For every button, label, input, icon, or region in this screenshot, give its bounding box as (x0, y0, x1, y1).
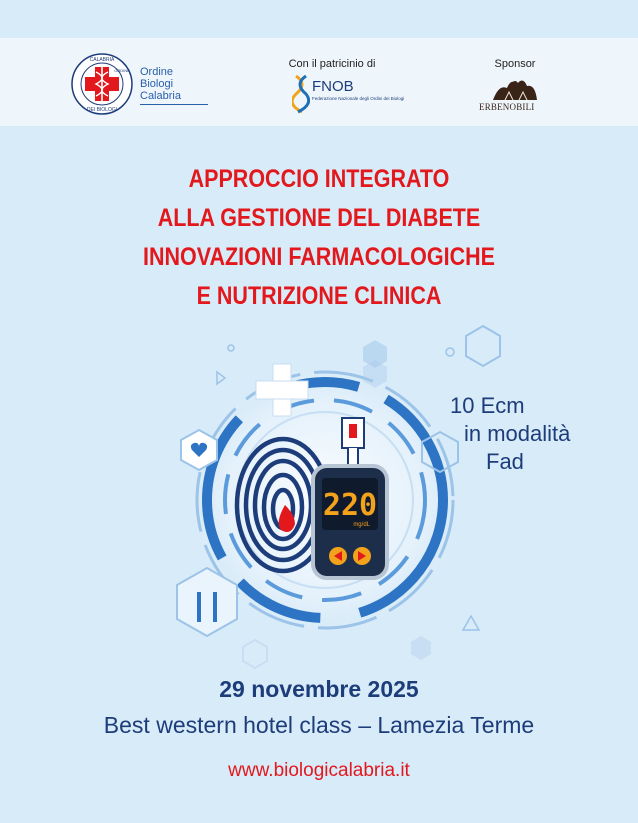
ecm-line: Fad (486, 449, 524, 474)
seal-text-bottom: DEI BIOLOGI (86, 107, 118, 113)
org-name-line: Ordine (140, 66, 174, 78)
patronage-caption: Con il patricinio di (288, 58, 376, 70)
website-link[interactable]: www.biologicalabria.it (228, 760, 410, 781)
meter-reading: 220 (322, 488, 378, 523)
seal-text-side: ORDINE (114, 68, 130, 73)
title-line: APPROCCIO INTEGRATO (188, 165, 450, 193)
ordine-biologi-logo (70, 52, 210, 112)
org-name-line: Biologi (140, 78, 174, 90)
fingerprint-glucometer-icon (165, 310, 525, 680)
header-band (0, 38, 638, 126)
title-line: E NUTRIZIONE CLINICA (196, 282, 442, 310)
fnob-logo (292, 74, 405, 114)
ordine-biologi-name (140, 66, 181, 102)
sponsor-block (475, 58, 555, 112)
ecm-line: 10 Ecm (450, 393, 525, 418)
erbenobili-emblem-icon (485, 74, 545, 102)
fnob-dna-icon (292, 74, 310, 114)
ecm-line: in modalità (464, 421, 571, 446)
title-line: INNOVAZIONI FARMACOLOGICHE (143, 243, 495, 271)
fnob-subtitle: Federazione Nazionale degli Ordini dei Biologi (312, 96, 405, 101)
event-title (45, 160, 594, 316)
caduceus-seal-icon (70, 52, 134, 116)
sponsor-caption: Sponsor (494, 58, 536, 70)
patronage-block (262, 58, 405, 101)
event-venue: Best western hotel class – Lamezia Terme (103, 712, 535, 738)
event-date: 29 novembre 2025 (219, 676, 419, 702)
seal-text-top: CALABRIA (89, 57, 115, 63)
fnob-name: FNOB (312, 78, 354, 95)
title-line: ALLA GESTIONE DEL DIABETE (157, 204, 481, 232)
logo-underline (140, 104, 208, 105)
meter-unit: mg/dL (353, 522, 370, 528)
erbenobili-logotype: ERBENOBILI (479, 102, 535, 112)
ecm-credits (450, 392, 570, 476)
org-name-line: Calabria (140, 90, 181, 102)
